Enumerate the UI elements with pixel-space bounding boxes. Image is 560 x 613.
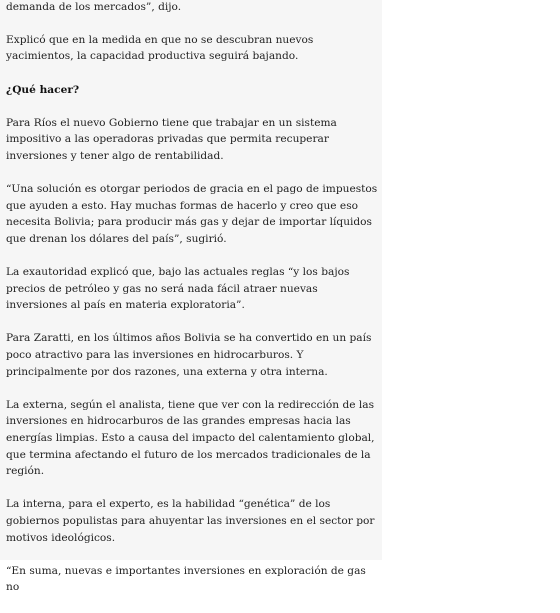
subheading: ¿Qué hacer? — [6, 83, 80, 96]
paragraph: La interna, para el experto, es la habilidad “genética” de los gobiernos populistas para ahuyentar las inversiones en el sector por motivos ideológicos. — [6, 498, 375, 544]
paragraph: Explicó que en la medida en que no se descubran nuevos yacimientos, la capacidad productiva seguirá bajando. — [6, 33, 314, 63]
paragraph: demanda de los mercados”, dijo. — [6, 0, 182, 13]
article-body — [6, 0, 378, 613]
paragraph: Para Ríos el nuevo Gobierno tiene que trabajar en un sistema impositivo a las operadoras privadas que permita recuperar inversiones y tener algo de rentabilidad. — [6, 116, 337, 162]
paragraph: “Una solución es otorgar periodos de gracia en el pago de impuestos que ayuden a esto. Hay muchas formas de hacerlo y creo que eso necesita Bolivia; para producir más gas y dejar de importar líquidos que drenan los dólares del país”, sugirió. — [6, 183, 378, 245]
paragraph: Para Zaratti, en los últimos años Bolivia se ha convertido en un país poco atractivo para las inversiones en hidrocarburos. Y principalmente por dos razones, una externa y otra interna. — [6, 332, 372, 378]
paragraph: La exautoridad explicó que, bajo las actuales reglas “y los bajos precios de petróleo y gas no será nada fácil atraer nuevas inversiones al país en materia exploratoria”. — [6, 266, 350, 312]
paragraph: “En suma, nuevas e importantes inversiones en exploración de gas no — [6, 564, 366, 594]
paragraph: La externa, según el analista, tiene que ver con la redirección de las inversiones en hidrocarburos de las grandes empresas hacia las energías limpias. Esto a causa del impacto del calentamiento global, que termina afectando el futuro de los mercados tradicionales de la región. — [6, 398, 375, 478]
